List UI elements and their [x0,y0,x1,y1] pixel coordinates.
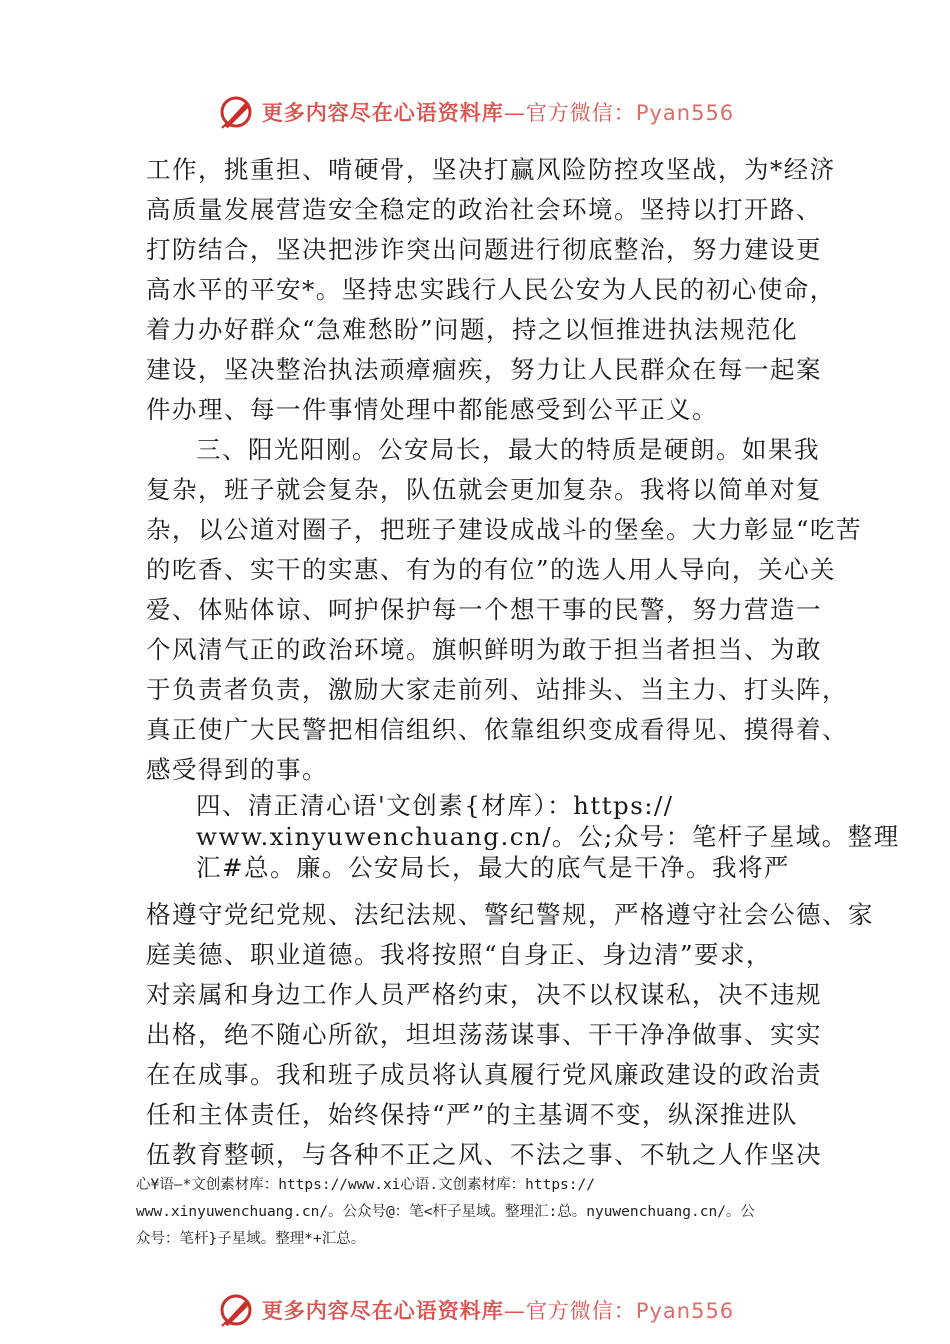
banner-text [262,1295,734,1325]
text-line: 对亲属和身边工作人员严格约束，决不以权谋私，决不违规 [146,980,822,1009]
footer-note-line: 心¥语—*文创素材库：https://www.xi心语.文创素材库：https:// [136,1177,595,1193]
footer-watermark-note [136,1172,826,1253]
text-line: 个风清气正的政治环境。旗帜鲜明为敢于担当者担当、为敢 [146,635,822,664]
text-line: 出格，绝不随心所欲，坦坦荡荡谋事、干干净净做事、实实 [146,1020,822,1049]
text-line: 高水平的平安*。坚持忠实践行人民公安为人民的初心使命， [146,275,836,304]
text-line: 工作，挑重担、啃硬骨，坚决打赢风险防控攻坚战，为*经济 [146,155,836,184]
banner-main-text: 更多内容尽在心语资料库 [261,101,504,125]
text-line: 高质量发展营造安全稳定的政治社会环境。坚持以打开路、 [146,195,822,224]
banner-separator: — [503,1299,526,1323]
banner-label: 官方微信： [525,101,636,125]
text-line: 爱、体贴体谅、呵护保护每一个想干事的民警，努力营造一 [146,595,822,624]
text-line: 的吃香、实干的实惠、有为的有位”的选人用人导向，关心关 [146,555,837,584]
text-line: 打防结合，坚决把涉诈突出问题进行彻底整治，努力建设更 [146,235,822,264]
text-line: 在在成事。我和班子成员将认真履行党风廉政建设的政治责 [146,1060,822,1089]
header-banner [0,90,950,134]
pen-logo-icon [216,1290,256,1330]
document-body [146,150,900,1175]
text-line: 建设，坚决整治执法顽瘴痼疾，努力让人民群众在每一起案 [146,355,822,384]
section-four-line: 汇#总。廉。公安局长，最大的底气是干净。我将严 [196,853,791,882]
banner-wechat-id: Pyan556 [635,101,735,125]
text-line: 庭美德、职业道德。我将按照“自身正、身边清”要求， [146,940,773,969]
text-line: 伍教育整顿，与各种不正之风、不法之事、不轨之人作坚决 [146,1140,822,1169]
banner-wechat-id: Pyan556 [635,1299,735,1323]
section-four-line: www.xinyuwenchuang.cn/。公;众号：笔杆子星域。整理 [196,822,900,851]
text-line: 感受得到的事。 [146,755,328,784]
banner-label: 官方微信： [525,1299,636,1323]
footer-note-line: 众号：笔杆}子星域。整理*+汇总。 [136,1231,366,1247]
text-line: 杂，以公道对圈子，把班子建设成战斗的堡垒。大力彰显“吃苦 [146,515,863,544]
section-four-heading-line: 四、清正清心语'文创素{材库）：https:// [196,791,674,820]
text-line: 着力办好群众“急难愁盼”问题，持之以恒推进执法规范化 [146,315,799,344]
text-line: 复杂，班子就会复杂，队伍就会更加复杂。我将以简单对复 [146,475,822,504]
banner-main-text: 更多内容尽在心语资料库 [261,1299,504,1323]
banner-separator: — [503,101,526,125]
text-line: 格遵守党纪党规、法纪法规、警纪警规，严格遵守社会公德、家 [146,900,874,929]
footer-banner [0,1288,950,1332]
pen-logo-icon [216,92,256,132]
text-line: 真正使广大民警把相信组织、依靠组织变成看得见、摸得着、 [146,715,848,744]
banner-text [262,97,734,127]
section-three-heading-line: 三、阳光阳刚。公安局长，最大的特质是硬朗。如果我 [196,435,820,464]
text-line: 于负责者负责，激励大家走前列、站排头、当主力、打头阵， [146,675,848,704]
text-line: 任和主体责任，始终保持“严”的主基调不变，纵深推进队 [146,1100,799,1129]
footer-note-line: www.xinyuwenchuang.cn/。公众号@：笔<杆子星域。整理汇:总。nyuwenchuang.cn/。公 [136,1204,755,1220]
text-line: 件办理、每一件事情处理中都能感受到公平正义。 [146,395,718,424]
